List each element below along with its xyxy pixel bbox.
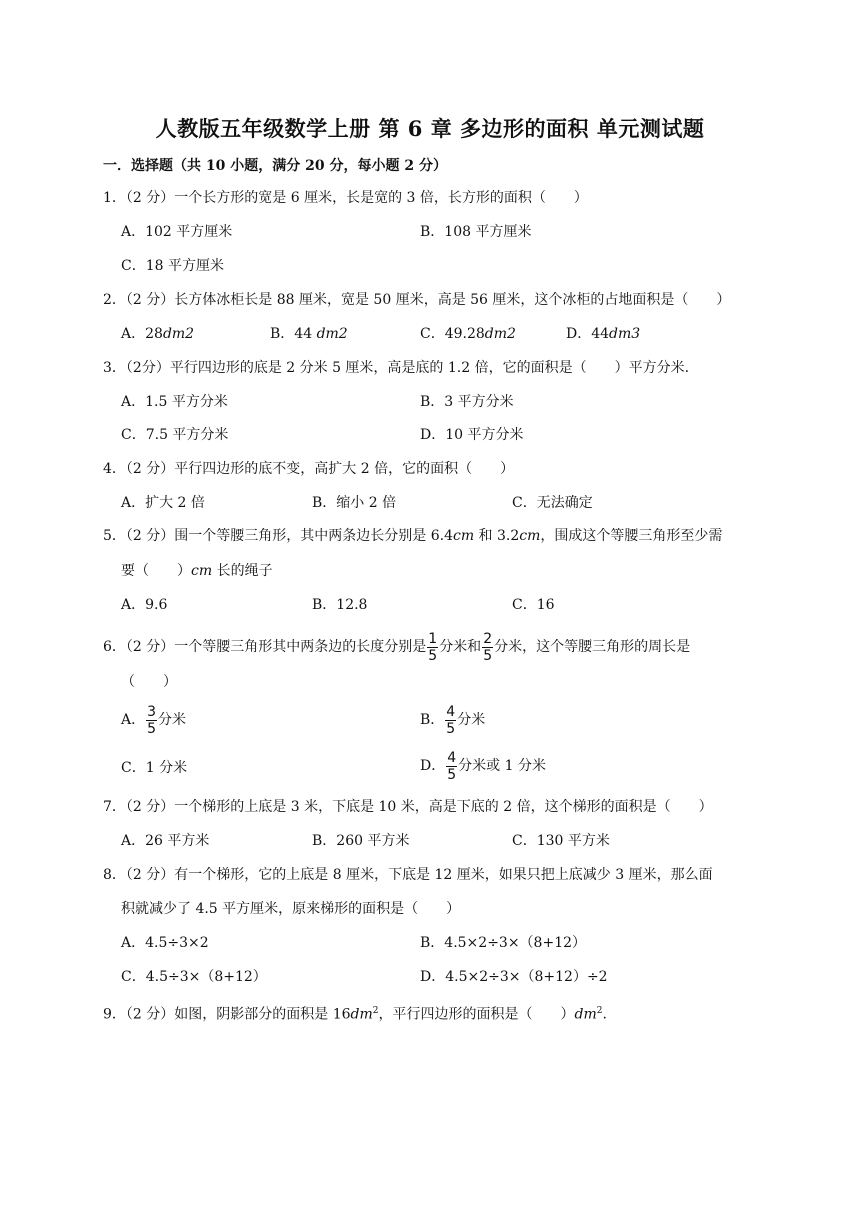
question-8-option-a: A．4.5÷3×2 (121, 935, 209, 951)
fraction: $\frac{2}{5}$ (483, 630, 493, 664)
question-5-option-b: B．12.8 (312, 597, 368, 613)
question-5-stem: 5．（2 分）围一个等腰三角形，其中两条边长分别是 6.4cm 和 3.2cm，围成这个等腰三角形至少需 (103, 528, 723, 544)
question-1-option-b: B．108 平方厘米 (420, 224, 532, 240)
question-1-option-c: C．18 平方厘米 (121, 258, 224, 274)
question-4-stem: 4．（2 分）平行四边形的底不变，高扩大 2 倍，它的面积（ ） (103, 461, 515, 477)
fraction: $\frac{3}{5}$ (147, 703, 157, 737)
question-8-option-b: B．4.5×2÷3×（8+12） (420, 935, 587, 951)
question-6-stem: 6．（2 分）一个等腰三角形其中两条边的长度分别是 $\frac{1}{5}$ 分米和 $\frac{2}{5}$ 分米，这个等腰三角形的周长是 (103, 630, 691, 664)
section-heading: 一．选择题（共 10 小题，满分 20 分，每小题 2 分） (103, 158, 447, 174)
question-3-option-d: D．10 平方分米 (420, 427, 524, 443)
question-2-option-b: B．44 dm2 (270, 326, 348, 342)
question-7-option-b: B．260 平方米 (312, 833, 410, 849)
question-3-option-c: C．7.5 平方分米 (121, 427, 229, 443)
question-7-stem: 7．（2 分）一个梯形的上底是 3 米，下底是 10 米，高是下底的 2 倍，这个梯形的面积是（ ） (103, 799, 713, 815)
question-2-option-a: A．28dm2 (121, 326, 195, 342)
fraction: $\frac{4}{5}$ (446, 703, 456, 737)
question-1-stem: 1．（2 分）一个长方形的宽是 6 厘米，长是宽的 3 倍，长方形的面积（ ） (103, 190, 588, 206)
page-title: 人教版五年级数学上册 第 6 章 多边形的面积 单元测试题 (155, 116, 705, 141)
question-5-option-c: C．16 (512, 597, 555, 613)
question-8-option-d: D．4.5×2÷3×（8+12）÷2 (420, 969, 608, 985)
question-6-option-d: D． $\frac{4}{5}$ 分米或 1 分米 (420, 749, 546, 783)
question-6-option-a: A． $\frac{3}{5}$ 分米 (121, 703, 187, 737)
question-1-option-a: A．102 平方厘米 (121, 224, 233, 240)
question-7-option-a: A．26 平方米 (121, 833, 210, 849)
question-2-option-d: D．44dm3 (566, 326, 641, 342)
question-7-option-c: C．130 平方米 (512, 833, 610, 849)
question-8-stem: 8．（2 分）有一个梯形，它的上底是 8 厘米，下底是 12 厘米，如果只把上底减少 3 厘米，那么面 (103, 867, 713, 883)
question-2-stem: 2．（2 分）长方体冰柜长是 88 厘米，宽是 50 厘米，高是 56 厘米，这个冰柜的占地面积是（ ） (103, 292, 731, 308)
question-9-stem: 9．（2 分）如图，阴影部分的面积是 $16dm^2$，平行四边形的面积是（ ）$dm^2$. (103, 1006, 607, 1023)
question-5-stem-line2: 要（ ）cm 长的绳子 (121, 563, 273, 579)
question-3-stem: 3．（2分）平行四边形的底是 2 分米 5 厘米，高是底的 1.2 倍，它的面积是（ ）平方分米. (103, 360, 690, 376)
question-4-option-b: B．缩小 2 倍 (312, 495, 397, 511)
fraction: $\frac{1}{5}$ (428, 630, 438, 664)
question-4-option-c: C．无法确定 (512, 495, 593, 511)
fraction: $\frac{4}{5}$ (447, 749, 457, 783)
question-2-option-c: C．49.28dm2 (420, 326, 516, 342)
question-8-stem-line2: 积就减少了 4.5 平方厘米，原来梯形的面积是（ ） (121, 901, 461, 917)
question-5-option-a: A．9.6 (121, 597, 168, 613)
question-3-option-b: B．3 平方分米 (420, 394, 514, 410)
question-6-option-c: C．1 分米 (121, 760, 188, 776)
question-6-stem-line2: （ ） (121, 674, 177, 690)
question-6-option-b: B． $\frac{4}{5}$ 分米 (420, 703, 486, 737)
question-8-option-c: C．4.5÷3×（8+12） (121, 969, 267, 985)
question-3-option-a: A．1.5 平方分米 (121, 394, 228, 410)
question-4-option-a: A．扩大 2 倍 (121, 495, 205, 511)
